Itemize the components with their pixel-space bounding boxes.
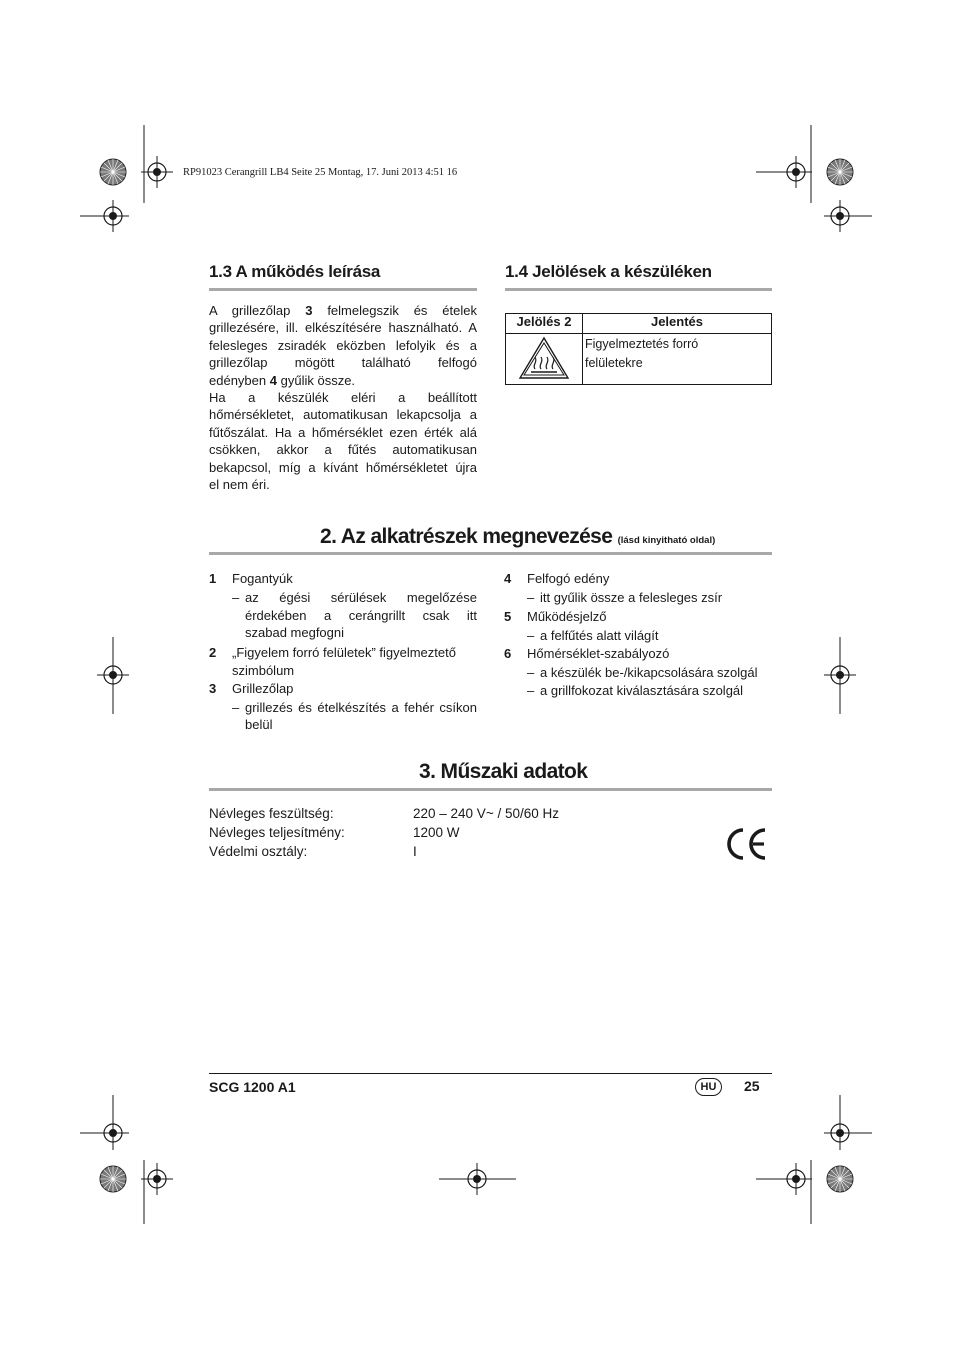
section-1-4-title: 1.4 Jelölések a készüléken [505, 262, 712, 281]
spec-table [209, 806, 609, 863]
p2-line-1: Ha a készülék eléri a beállított [209, 390, 477, 406]
meaning-line-1: Figyelmeztetés forró [585, 337, 699, 351]
parts-list-left [209, 569, 477, 734]
part-item-6-sub-1: – a készülék be-/kikapcsolására szolgál [527, 665, 758, 680]
part-item-6: 6 Hőmérséklet-szabályozó [504, 646, 670, 661]
section-1-3-title: 1.3 A működés leírása [209, 262, 381, 281]
parts-list-right [504, 569, 774, 699]
p2-line-3: fűtőszálat. Ha a hőmérséklet ezen érték alá [209, 424, 477, 440]
p1-line-1: A grillezőlap 3 felmelegszik és ételek [209, 303, 477, 318]
hot-surface-warning-icon [517, 335, 571, 381]
section-3-rule [209, 788, 772, 791]
p1-line-4: grillezőlap mögött található felfogó [209, 355, 477, 371]
meaning-col-header: Jelentés [583, 314, 772, 334]
meaning-cell [583, 334, 772, 385]
section-2-title [320, 525, 715, 549]
spec-row-protection: Védelmi osztály: I [209, 844, 417, 859]
meaning-line-2: felületekre [585, 356, 643, 370]
section-3-title: 3. Műszaki adatok [419, 760, 588, 783]
section-1-3-rule [209, 288, 477, 291]
p2-line-5: bekapcsol, míg a kívánt hőmérsékletet újra [209, 459, 477, 475]
section-2-title-note: (lásd kinyitható oldal) [617, 535, 716, 546]
part-item-1: 1 Fogantyúk [209, 571, 293, 586]
spec-row-power: Névleges teljesítmény: 1200 W [209, 825, 460, 840]
part-item-3: 3 Grillezőlap [209, 680, 294, 696]
print-info: RP91023 Cerangrill LB4 Seite 25 Montag, 17. Juni 2013 4:51 16 [183, 167, 458, 178]
footer-model: SCG 1200 A1 [209, 1079, 296, 1095]
p2-line-6: el nem éri. [209, 477, 270, 493]
part-item-4-sub: – itt gyűlik össze a felesleges zsír [527, 590, 723, 605]
p1-line-5: edényben 4 gyűlik össze. [209, 372, 356, 388]
page-number: 25 [744, 1078, 760, 1094]
section-2-rule [209, 552, 772, 555]
part-item-1-sub: – az égési sérülések megelőzése érdekében a cerángrillt csak itt szabad megfogni [232, 590, 477, 640]
spec-row-voltage: Névleges feszültség: 220 – 240 V~ / 50/60 Hz [209, 806, 559, 821]
section-1-4-rule [505, 288, 772, 291]
part-item-2: 2 „Figyelem forró felületek” figyelmeztető szimbólum [209, 644, 456, 678]
part-item-3-sub: – grillezés és ételkészítés a fehér csíkon belül [232, 699, 477, 732]
p1-line-2: grillezésére, ill. elkészítésére használható. A [209, 320, 477, 336]
section-1-3-body [209, 302, 477, 493]
footer-rule [209, 1073, 772, 1074]
symbol-table [505, 313, 772, 385]
p1-line-3: felesleges zsiradék eközben lefolyik és a [209, 337, 477, 353]
p2-line-4: csökken, akkor a fűtés automatikusan [209, 442, 477, 458]
part-item-5: 5 Működésjelző [504, 608, 607, 624]
country-badge: HU [695, 1078, 722, 1096]
ce-mark-icon [724, 826, 768, 862]
p2-line-2: hőmérsékletet, automatikusan lekapcsolja a [209, 407, 477, 423]
symbol-col-header: Jelölés 2 [506, 314, 583, 334]
part-item-6-sub-2: – a grillfokozat kiválasztására szolgál [527, 682, 744, 698]
symbol-cell [506, 334, 583, 385]
part-item-4: 4 Felfogó edény [504, 571, 610, 586]
part-item-5-sub: – a felfűtés alatt világít [527, 627, 659, 643]
section-2-title-main: 2. Az alkatrészek megnevezése [320, 525, 613, 548]
